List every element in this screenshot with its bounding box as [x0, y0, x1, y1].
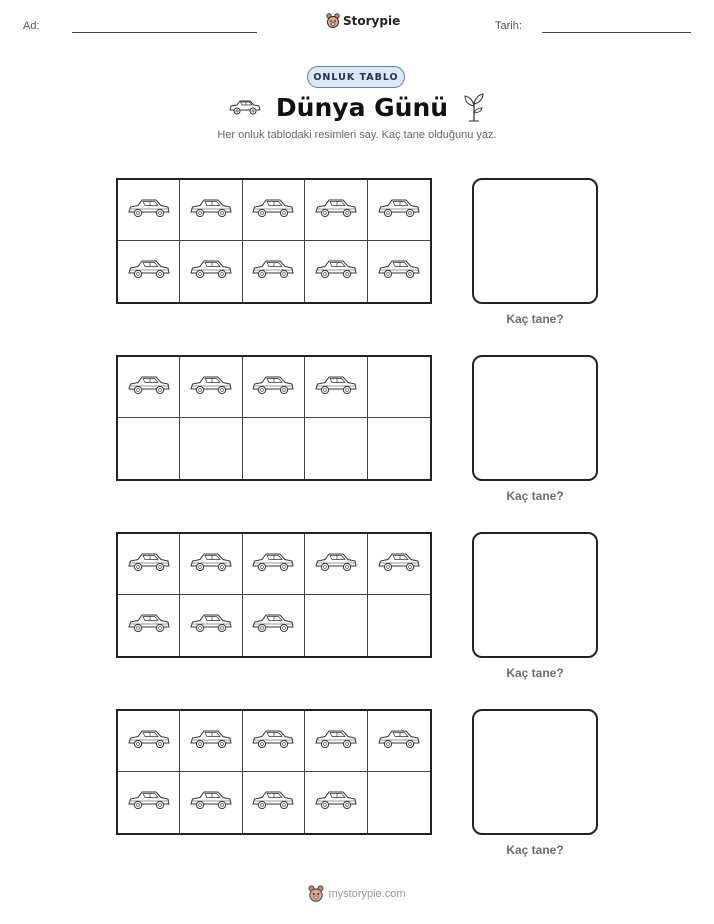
ten-frame-cell [180, 711, 242, 772]
footer [0, 885, 714, 903]
ten-frame-cell [118, 241, 180, 302]
car-icon [228, 98, 262, 116]
ten-frame-4 [116, 709, 432, 835]
ten-frame-cell [118, 711, 180, 772]
ten-frame-cell [243, 418, 305, 479]
ten-frame-cell [305, 418, 367, 479]
ten-frame-cell [305, 711, 367, 772]
ten-frame-cell [243, 534, 305, 595]
answer-label-1: Kaç tane? [506, 312, 564, 326]
ten-frame-cell [118, 772, 180, 833]
ten-frame-cell [368, 711, 430, 772]
footer-url: mystorypie.com [328, 888, 406, 900]
car-icon [314, 727, 358, 756]
name-label: Ad: [23, 20, 40, 32]
ten-frame-cell [305, 357, 367, 418]
ten-frame-cell [118, 534, 180, 595]
ten-frame-cell [180, 241, 242, 302]
car-icon [189, 257, 233, 286]
ten-frame-cell [368, 180, 430, 241]
car-icon [251, 373, 295, 402]
ten-frame-cell [118, 180, 180, 241]
ten-frame-cell [180, 418, 242, 479]
ten-frame-cell [368, 595, 430, 656]
name-line[interactable] [72, 32, 257, 33]
car-icon [189, 727, 233, 756]
ten-frame-cell [180, 357, 242, 418]
car-icon [377, 727, 421, 756]
car-icon [251, 196, 295, 225]
car-icon [377, 257, 421, 286]
car-icon [314, 550, 358, 579]
ten-frame-cell [368, 241, 430, 302]
ten-frame-1 [116, 178, 432, 304]
answer-box-1[interactable] [472, 178, 598, 304]
answer-box-4[interactable] [472, 709, 598, 835]
car-icon [314, 373, 358, 402]
ten-frame-cell [180, 534, 242, 595]
car-icon [314, 788, 358, 817]
ten-frame-cell [180, 772, 242, 833]
storypie-mascot-icon [326, 13, 340, 29]
ten-frame-cell [305, 180, 367, 241]
page-title: Dünya Günü [275, 92, 449, 122]
ten-frame-cell [180, 595, 242, 656]
ten-frame-cell [118, 418, 180, 479]
answer-label-4: Kaç tane? [506, 843, 564, 857]
car-icon [314, 196, 358, 225]
date-label: Tarih: [495, 20, 522, 32]
answer-box-2[interactable] [472, 355, 598, 481]
ten-frame-2 [116, 355, 432, 481]
car-icon [189, 788, 233, 817]
ten-frame-cell [305, 595, 367, 656]
ten-frame-cell [305, 241, 367, 302]
car-icon [314, 257, 358, 286]
ten-frame-cell [368, 357, 430, 418]
ten-frame-cell [243, 711, 305, 772]
car-icon [127, 550, 171, 579]
car-icon [127, 257, 171, 286]
car-icon [251, 788, 295, 817]
car-icon [189, 196, 233, 225]
ten-frame-cell [243, 180, 305, 241]
seedling-icon [462, 92, 486, 122]
car-icon [127, 196, 171, 225]
brand-logo [326, 13, 400, 29]
car-icon [377, 196, 421, 225]
car-icon [127, 727, 171, 756]
ten-frame-cell [180, 180, 242, 241]
car-icon [377, 550, 421, 579]
title-row [0, 92, 714, 122]
car-icon [251, 550, 295, 579]
ten-frame-cell [305, 772, 367, 833]
worksheet-badge: ONLUK TABLO [307, 66, 405, 88]
car-icon [189, 611, 233, 640]
ten-frame-cell [243, 772, 305, 833]
date-line[interactable] [542, 32, 691, 33]
car-icon [189, 550, 233, 579]
car-icon [127, 373, 171, 402]
ten-frame-cell [118, 595, 180, 656]
car-icon [127, 611, 171, 640]
ten-frame-cell [243, 595, 305, 656]
car-icon [189, 373, 233, 402]
ten-frame-3 [116, 532, 432, 658]
answer-box-3[interactable] [472, 532, 598, 658]
ten-frame-cell [243, 241, 305, 302]
brand-name: Storypie [343, 14, 401, 28]
ten-frame-cell [368, 772, 430, 833]
car-icon [251, 611, 295, 640]
storypie-mascot-icon [308, 885, 324, 903]
car-icon [251, 727, 295, 756]
ten-frame-cell [305, 534, 367, 595]
car-icon [127, 788, 171, 817]
ten-frame-cell [368, 534, 430, 595]
car-icon [251, 257, 295, 286]
instruction-text: Her onluk tablodaki resimleri say. Kaç tane olduğunu yaz. [217, 129, 497, 141]
ten-frame-cell [243, 357, 305, 418]
answer-label-2: Kaç tane? [506, 489, 564, 503]
answer-label-3: Kaç tane? [506, 666, 564, 680]
ten-frame-cell [368, 418, 430, 479]
ten-frame-cell [118, 357, 180, 418]
